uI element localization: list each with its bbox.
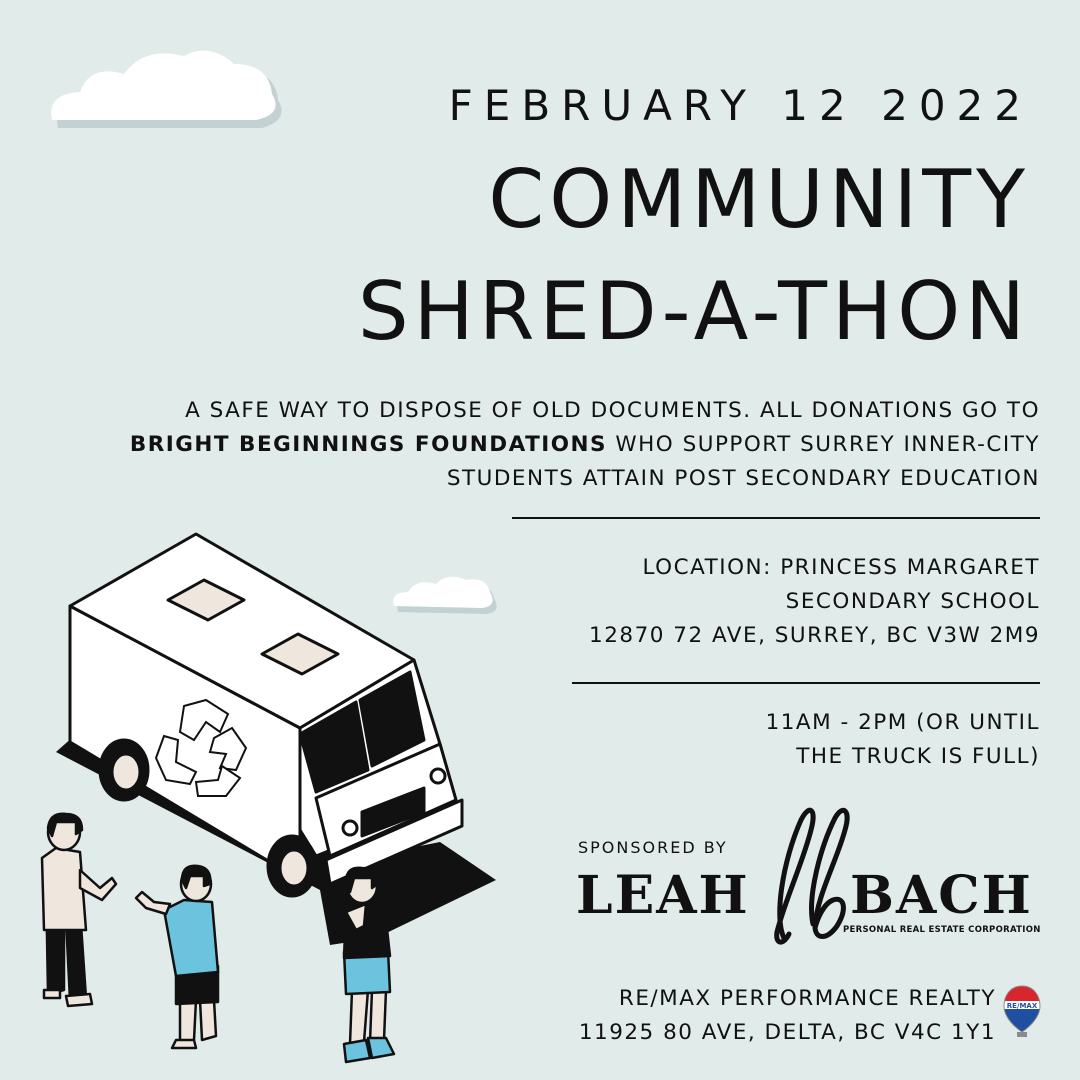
- event-title-line2: SHRED-A-THON: [357, 265, 1030, 358]
- event-title-line1: COMMUNITY: [488, 153, 1030, 246]
- brokerage-address: 11925 80 AVE, DELTA, BC V4C 1Y1: [578, 1020, 996, 1045]
- description-text: WHO SUPPORT SURREY INNER-CITY STUDENTS ATTAIN POST SECONDARY EDUCATION: [446, 432, 1040, 491]
- remax-balloon-icon: [1002, 984, 1042, 1038]
- sponsor-name-left: LEAH: [576, 865, 750, 926]
- delivery-truck-icon: [70, 534, 462, 896]
- cloud-icon: [393, 577, 496, 614]
- monogram-logo: [755, 800, 851, 950]
- location-line: SECONDARY SCHOOL: [785, 589, 1040, 614]
- divider: [572, 682, 1040, 684]
- remax-badge-text: RE/MAX: [1006, 1002, 1038, 1010]
- sponsor-tagline: PERSONAL REAL ESTATE CORPORATION: [843, 925, 1041, 935]
- description-text: A SAFE WAY TO DISPOSE OF OLD DOCUMENTS. ALL DONATIONS GO TO: [185, 398, 1040, 423]
- person-illustration: [42, 814, 116, 1006]
- sponsor-name-right: BACH: [850, 865, 1033, 926]
- person-illustration: [136, 866, 218, 1048]
- event-description: [100, 394, 1040, 496]
- event-date: FEBRUARY 12 2022: [448, 81, 1032, 130]
- event-location: [589, 551, 1040, 653]
- brokerage-name: RE/MAX PERFORMANCE REALTY: [618, 986, 996, 1011]
- foundation-name: BRIGHT BEGINNINGS FOUNDATIONS: [129, 432, 608, 457]
- cloud-icon: [51, 51, 282, 128]
- divider: [512, 517, 1040, 519]
- hours-line: THE TRUCK IS FULL): [796, 744, 1040, 769]
- event-hours: [766, 706, 1040, 774]
- brokerage-info: [579, 982, 996, 1050]
- sponsored-by-label: SPONSORED BY: [578, 838, 728, 857]
- location-line: LOCATION: PRINCESS MARGARET: [642, 555, 1040, 580]
- location-address: 12870 72 AVE, SURREY, BC V3W 2M9: [589, 623, 1040, 648]
- hours-line: 11AM - 2PM (OR UNTIL: [765, 710, 1040, 735]
